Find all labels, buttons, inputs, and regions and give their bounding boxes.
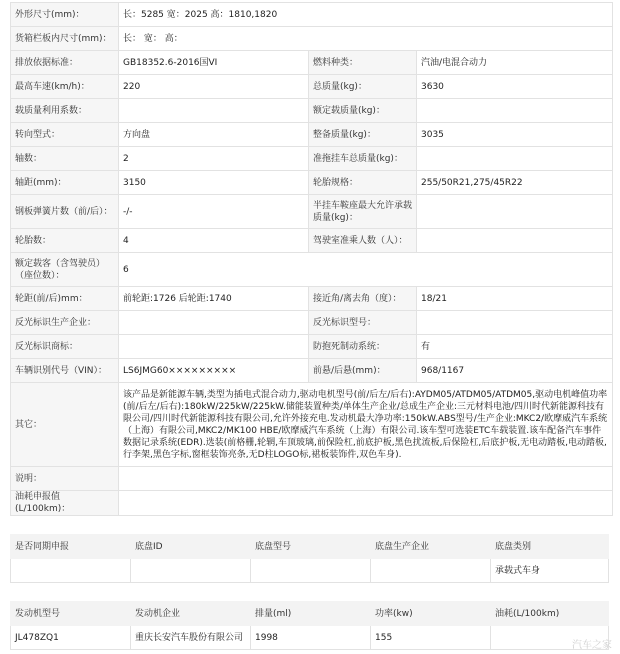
engine-table — [10, 601, 609, 650]
chassis-header-cell: 底盘型号 — [251, 535, 371, 559]
steering-value: 方向盘 — [119, 123, 309, 147]
engine-cell: JL478ZQ1 — [11, 626, 131, 650]
engine-cell: 1998 — [251, 626, 371, 650]
curb-mass-label: 整备质量(kg)： — [309, 123, 417, 147]
tire-spec-label: 轮胎规格： — [309, 171, 417, 195]
rated-load-value — [417, 99, 613, 123]
spec-row-tires — [11, 229, 613, 253]
spec-row-steering — [11, 123, 613, 147]
chassis-header-row — [11, 535, 609, 559]
overhang-label: 前悬/后悬(mm)： — [309, 359, 417, 383]
tire-count-value: 4 — [119, 229, 309, 253]
tire-count-label: 轮胎数： — [11, 229, 119, 253]
reflector-maker-value — [119, 311, 309, 335]
wheelbase-value: 3150 — [119, 171, 309, 195]
trailer-mass-label: 准拖挂车总质量(kg)： — [309, 147, 417, 171]
outer-size-value: 长：5285 宽：2025 高：1810,1820 — [119, 3, 613, 27]
rated-passengers-value: 6 — [119, 253, 613, 287]
reflector-brand-label: 反光标识商标： — [11, 335, 119, 359]
engine-cell: 重庆长安汽车股份有限公司 — [131, 626, 251, 650]
spec-row-outer-size — [11, 3, 613, 27]
spec-row-load — [11, 99, 613, 123]
spec-row-wheelbase — [11, 171, 613, 195]
spec-row-reflector-brand — [11, 335, 613, 359]
track-value: 前轮距:1726 后轮距:1740 — [119, 287, 309, 311]
chassis-table — [10, 534, 609, 583]
rated-passengers-label: 额定载客（含驾驶员）（座位数）： — [11, 253, 119, 287]
outer-size-label: 外形尺寸(mm)： — [11, 3, 119, 27]
spec-row-other — [11, 383, 613, 467]
spec-row-speed — [11, 75, 613, 99]
load-coeff-value — [119, 99, 309, 123]
total-mass-label: 总质量(kg)： — [309, 75, 417, 99]
reflector-model-value — [417, 311, 613, 335]
load-coeff-label: 载质量利用系数： — [11, 99, 119, 123]
watermark: 汽车之家 — [572, 640, 612, 651]
engine-header-cell: 油耗(L/100km) — [491, 602, 609, 626]
leaf-spring-label: 钢板弹簧片数（前/后）： — [11, 195, 119, 229]
engine-cell: 155 — [371, 626, 491, 650]
curb-mass-value: 3035 — [417, 123, 613, 147]
note-value — [119, 467, 613, 491]
abs-value: 有 — [417, 335, 613, 359]
spec-row-track — [11, 287, 613, 311]
cargo-size-label: 货箱栏板内尺寸(mm)： — [11, 27, 119, 51]
table-row — [11, 559, 609, 583]
spec-row-emission — [11, 51, 613, 75]
engine-header-cell: 发动机企业 — [131, 602, 251, 626]
steering-label: 转向型式： — [11, 123, 119, 147]
emission-label: 排放依据标准： — [11, 51, 119, 75]
spec-row-leaf-spring — [11, 195, 613, 229]
leaf-spring-value: -/- — [119, 195, 309, 229]
reflector-model-label: 反光标识型号： — [309, 311, 417, 335]
axles-label: 轴数： — [11, 147, 119, 171]
axles-value: 2 — [119, 147, 309, 171]
fuel-consumption-label: 油耗申报值(L/100km)： — [11, 491, 119, 516]
max-speed-value: 220 — [119, 75, 309, 99]
other-label: 其它： — [11, 383, 119, 467]
chassis-header-cell: 底盘生产企业 — [371, 535, 491, 559]
chassis-header-cell: 底盘ID — [131, 535, 251, 559]
chassis-cell — [251, 559, 371, 583]
cab-seats-label: 驾驶室准乘人数（人）： — [309, 229, 417, 253]
chassis-cell — [11, 559, 131, 583]
abs-label: 防抱死制动系统： — [309, 335, 417, 359]
engine-header-row — [11, 602, 609, 626]
chassis-header-cell: 底盘类别 — [491, 535, 609, 559]
spec-row-note — [11, 467, 613, 491]
tire-spec-value: 255/50R21,275/45R22 — [417, 171, 613, 195]
rated-load-label: 额定载质量(kg)： — [309, 99, 417, 123]
vin-label: 车辆识别代号（VIN）： — [11, 359, 119, 383]
vehicle-spec-table — [10, 2, 613, 516]
spec-row-vin — [11, 359, 613, 383]
vin-value: LS6JMG60××××××××× — [119, 359, 309, 383]
engine-header-cell: 排量(ml) — [251, 602, 371, 626]
table-row — [11, 626, 609, 650]
cab-seats-value — [417, 229, 613, 253]
fuel-type-value: 汽油/电混合动力 — [417, 51, 613, 75]
engine-header-cell: 发动机型号 — [11, 602, 131, 626]
trailer-mass-value — [417, 147, 613, 171]
wheelbase-label: 轴距(mm)： — [11, 171, 119, 195]
spec-row-passengers — [11, 253, 613, 287]
total-mass-value: 3630 — [417, 75, 613, 99]
chassis-cell — [371, 559, 491, 583]
fuel-type-label: 燃料种类： — [309, 51, 417, 75]
emission-value: GB18352.6-2016国VI — [119, 51, 309, 75]
spec-row-cargo-size — [11, 27, 613, 51]
chassis-cell — [131, 559, 251, 583]
saddle-load-label: 半挂车鞍座最大允许承载质量(kg)： — [309, 195, 417, 229]
saddle-load-value — [417, 195, 613, 229]
chassis-header-cell: 是否同期申报 — [11, 535, 131, 559]
engine-header-cell: 功率(kw) — [371, 602, 491, 626]
spec-row-fuel-consumption — [11, 491, 613, 516]
track-label: 轮距(前/后)mm： — [11, 287, 119, 311]
other-value: 该产品是新能源车辆,类型为插电式混合动力,驱动电机型号(前/后左/后右):AYDM05/ATDM05/ATDM05,驱动电机峰值功率(前/后左/后右):180kW/225kW/225kW.储能装置种类/单体生产企业/总成生产企业:三元材料电池/四川时代新能源科技有限公司/四川时代新能源科技有限公司,允许外接充电.发动机最大净功率:150kW.ABS型号/生产企业:MKC2/欧摩威汽车系统（上海）有限公司,MKC2/MK100 HBE/欧摩威汽车系统（上海）有限公司.该车型可选装ETC车载装置.该车配备汽车事件数据记录系统(EDR).选装(前格栅,轮辋,车顶玻璃,前保险杠,前底护板,黑色扰流板,后保险杠,后底护板,无电动踏板,电动踏板,行李架,黑色字标,窗框装饰亮条,无D柱LOGO标,裙板装饰件,双色车身). — [119, 383, 613, 467]
approach-angle-value: 18/21 — [417, 287, 613, 311]
reflector-maker-label: 反光标识生产企业： — [11, 311, 119, 335]
spec-row-reflector-maker — [11, 311, 613, 335]
approach-angle-label: 接近角/离去角（度）： — [309, 287, 417, 311]
overhang-value: 968/1167 — [417, 359, 613, 383]
chassis-cell: 承载式车身 — [491, 559, 609, 583]
cargo-size-value: 长： 宽： 高： — [119, 27, 613, 51]
reflector-brand-value — [119, 335, 309, 359]
note-label: 说明： — [11, 467, 119, 491]
spec-row-axles — [11, 147, 613, 171]
max-speed-label: 最高车速(km/h)： — [11, 75, 119, 99]
fuel-consumption-value — [119, 491, 613, 516]
